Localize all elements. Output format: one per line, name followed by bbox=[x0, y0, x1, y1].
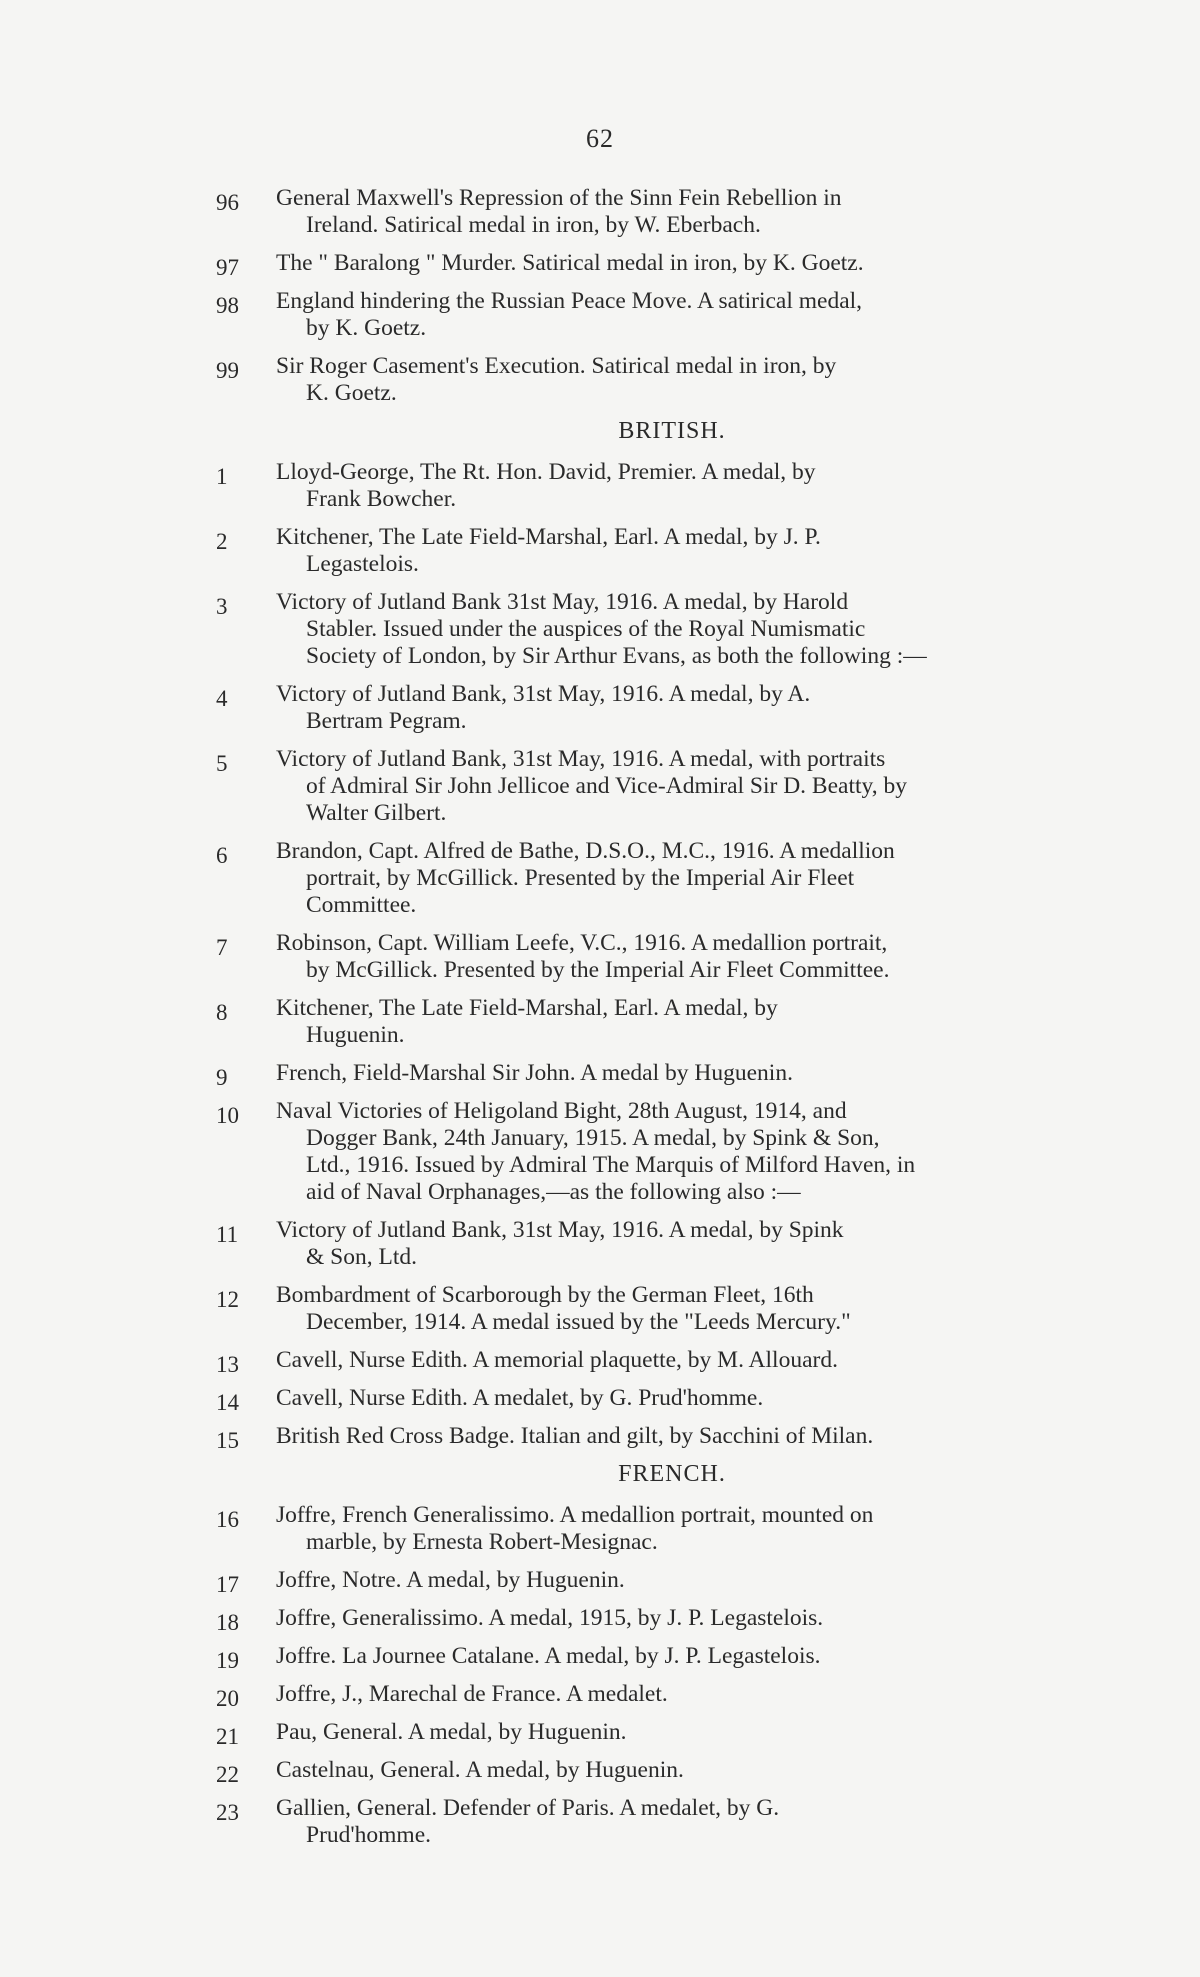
entry-text bbox=[276, 1567, 1128, 1594]
entry-line: Cavell, Nurse Edith. A medalet, by G. Prud'homme. bbox=[276, 1385, 764, 1411]
entry-text bbox=[276, 1757, 1128, 1784]
section-heading: FRENCH. bbox=[618, 1461, 726, 1487]
catalogue-entry bbox=[216, 995, 1128, 1049]
entry-line: Victory of Jutland Bank 31st May, 1916. A medal, by Harold bbox=[276, 589, 849, 615]
entry-number: 16 bbox=[216, 1507, 239, 1532]
catalogue-entry bbox=[216, 1502, 1128, 1556]
entry-line: Joffre, J., Marechal de France. A medalet. bbox=[276, 1681, 668, 1707]
entry-line: Committee. bbox=[306, 892, 417, 918]
entry-number: 18 bbox=[216, 1610, 239, 1635]
entry-number: 23 bbox=[216, 1800, 239, 1825]
entry-number: 7 bbox=[216, 935, 228, 960]
entry-text bbox=[276, 459, 1128, 513]
entry-text bbox=[276, 746, 1128, 827]
entry-line: British Red Cross Badge. Italian and gilt, by Sacchini of Milan. bbox=[276, 1423, 874, 1449]
entry-line: & Son, Ltd. bbox=[306, 1244, 417, 1270]
entry-text bbox=[276, 1681, 1128, 1708]
entry-line: Gallien, General. Defender of Paris. A medalet, by G. bbox=[276, 1795, 780, 1821]
entry-line: by McGillick. Presented by the Imperial Air Fleet Committee. bbox=[306, 957, 890, 983]
entry-line: Prud'homme. bbox=[306, 1822, 431, 1848]
entry-line: Victory of Jutland Bank, 31st May, 1916. A medal, by Spink bbox=[276, 1217, 844, 1243]
entry-text bbox=[276, 353, 1128, 407]
entry-text bbox=[276, 185, 1128, 239]
entry-line: Kitchener, The Late Field-Marshal, Earl. A medal, by J. P. bbox=[276, 524, 821, 550]
entry-line: Joffre, Notre. A medal, by Huguenin. bbox=[276, 1567, 625, 1593]
entry-line: Frank Bowcher. bbox=[306, 486, 457, 512]
catalogue-entry bbox=[216, 1567, 1128, 1597]
entry-line: Society of London, by Sir Arthur Evans, as both the following :— bbox=[306, 643, 927, 669]
entry-line: Sir Roger Casement's Execution. Satirical medal in iron, by bbox=[276, 353, 837, 379]
entry-text bbox=[276, 524, 1128, 578]
catalogue-entry bbox=[216, 1757, 1128, 1787]
entry-text bbox=[276, 250, 1128, 277]
entry-line: Dogger Bank, 24th January, 1915. A medal, by Spink & Son, bbox=[306, 1125, 880, 1151]
entry-text bbox=[276, 1502, 1128, 1556]
entry-number: 17 bbox=[216, 1572, 239, 1597]
catalogue-entry bbox=[216, 459, 1128, 513]
entry-line: portrait, by McGillick. Presented by the Imperial Air Fleet bbox=[306, 865, 855, 891]
entry-text bbox=[276, 1719, 1128, 1746]
section-heading: BRITISH. bbox=[618, 418, 726, 444]
entry-text bbox=[276, 838, 1128, 919]
entry-group bbox=[216, 418, 1128, 1453]
catalogue-entry bbox=[216, 1681, 1128, 1711]
entry-group bbox=[216, 185, 1128, 407]
entry-line: Victory of Jutland Bank, 31st May, 1916. A medal, by A. bbox=[276, 681, 811, 707]
entry-text bbox=[276, 681, 1128, 735]
page-number: 62 bbox=[586, 124, 614, 153]
entry-text bbox=[276, 589, 1128, 670]
entry-text bbox=[276, 1795, 1128, 1849]
entry-line: Pau, General. A medal, by Huguenin. bbox=[276, 1719, 627, 1745]
entry-text bbox=[276, 1385, 1128, 1412]
catalogue-entry bbox=[216, 1282, 1128, 1336]
entry-line: Joffre, French Generalissimo. A medallion portrait, mounted on bbox=[276, 1502, 874, 1528]
catalogue-entry bbox=[216, 250, 1128, 280]
entry-line: December, 1914. A medal issued by the "Leeds Mercury." bbox=[306, 1309, 851, 1335]
entry-number: 19 bbox=[216, 1648, 239, 1673]
entry-text bbox=[276, 1282, 1128, 1336]
entry-text bbox=[276, 1060, 1128, 1087]
catalogue-entry bbox=[216, 930, 1128, 984]
entry-line: Ireland. Satirical medal in iron, by W. Eberbach. bbox=[306, 212, 761, 238]
entry-text bbox=[276, 1217, 1128, 1271]
catalogue-entry bbox=[216, 524, 1128, 578]
entry-line: Victory of Jutland Bank, 31st May, 1916. A medal, with portraits bbox=[276, 746, 886, 772]
catalogue-entry bbox=[216, 838, 1128, 919]
catalogue-entry bbox=[216, 1423, 1128, 1453]
entry-line: by K. Goetz. bbox=[306, 315, 427, 341]
entry-line: The " Baralong " Murder. Satirical medal in iron, by K. Goetz. bbox=[276, 250, 864, 276]
catalogue-entry bbox=[216, 589, 1128, 670]
catalogue-entry bbox=[216, 746, 1128, 827]
catalogue-entry bbox=[216, 1217, 1128, 1271]
entry-line: Bertram Pegram. bbox=[306, 708, 467, 734]
entry-line: Stabler. Issued under the auspices of the Royal Numismatic bbox=[306, 616, 866, 642]
catalogue-entry bbox=[216, 1060, 1128, 1090]
entry-number: 1 bbox=[216, 464, 228, 489]
catalogue-entry bbox=[216, 288, 1128, 342]
catalogue-entry bbox=[216, 1098, 1128, 1206]
entry-line: French, Field-Marshal Sir John. A medal by Huguenin. bbox=[276, 1060, 793, 1086]
entry-line: of Admiral Sir John Jellicoe and Vice-Admiral Sir D. Beatty, by bbox=[306, 773, 907, 799]
entry-group bbox=[216, 1461, 1128, 1849]
entry-number: 10 bbox=[216, 1103, 239, 1128]
entry-number: 13 bbox=[216, 1352, 239, 1377]
entry-line: Naval Victories of Heligoland Bight, 28th August, 1914, and bbox=[276, 1098, 847, 1124]
catalogue-list bbox=[216, 185, 1128, 1860]
entry-line: Joffre. La Journee Catalane. A medal, by J. P. Legastelois. bbox=[276, 1643, 821, 1669]
entry-line: General Maxwell's Repression of the Sinn Fein Rebellion in bbox=[276, 185, 842, 211]
entry-line: Huguenin. bbox=[306, 1022, 405, 1048]
entry-number: 14 bbox=[216, 1390, 239, 1415]
catalogue-entry bbox=[216, 681, 1128, 735]
entry-text bbox=[276, 1098, 1128, 1206]
entry-number: 3 bbox=[216, 594, 228, 619]
entry-line: Castelnau, General. A medal, by Huguenin. bbox=[276, 1757, 684, 1783]
entry-text bbox=[276, 1423, 1128, 1450]
entry-line: Legastelois. bbox=[306, 551, 419, 577]
catalogue-entry bbox=[216, 1795, 1128, 1849]
entry-line: Joffre, Generalissimo. A medal, 1915, by J. P. Legastelois. bbox=[276, 1605, 824, 1631]
entry-text bbox=[276, 1643, 1128, 1670]
entry-line: England hindering the Russian Peace Move. A satirical medal, bbox=[276, 288, 863, 314]
entry-line: aid of Naval Orphanages,—as the following also :— bbox=[306, 1179, 801, 1205]
entry-line: Lloyd-George, The Rt. Hon. David, Premier. A medal, by bbox=[276, 459, 816, 485]
entry-number: 98 bbox=[216, 293, 239, 318]
entry-line: Robinson, Capt. William Leefe, V.C., 1916. A medallion portrait, bbox=[276, 930, 888, 956]
entry-text bbox=[276, 288, 1128, 342]
catalogue-entry bbox=[216, 1605, 1128, 1635]
entry-number: 6 bbox=[216, 843, 228, 868]
entry-line: marble, by Ernesta Robert-Mesignac. bbox=[306, 1529, 658, 1555]
catalogue-entry bbox=[216, 1643, 1128, 1673]
entry-number: 5 bbox=[216, 751, 228, 776]
entry-number: 97 bbox=[216, 255, 239, 280]
entry-number: 2 bbox=[216, 529, 228, 554]
entry-number: 12 bbox=[216, 1287, 239, 1312]
entry-text bbox=[276, 1605, 1128, 1632]
entry-line: Bombardment of Scarborough by the German Fleet, 16th bbox=[276, 1282, 814, 1308]
catalogue-entry bbox=[216, 1719, 1128, 1749]
catalogue-entry bbox=[216, 353, 1128, 407]
entry-number: 99 bbox=[216, 358, 239, 383]
entry-text bbox=[276, 995, 1128, 1049]
entry-number: 96 bbox=[216, 190, 239, 215]
entry-text bbox=[276, 1347, 1128, 1374]
entry-line: Kitchener, The Late Field-Marshal, Earl. A medal, by bbox=[276, 995, 778, 1021]
entry-line: K. Goetz. bbox=[306, 380, 397, 406]
entry-number: 21 bbox=[216, 1724, 239, 1749]
catalogue-entry bbox=[216, 1347, 1128, 1377]
entry-number: 9 bbox=[216, 1065, 228, 1090]
entry-number: 22 bbox=[216, 1762, 239, 1787]
catalogue-entry bbox=[216, 185, 1128, 239]
entry-number: 15 bbox=[216, 1428, 239, 1453]
entry-number: 11 bbox=[216, 1222, 239, 1247]
entry-line: Brandon, Capt. Alfred de Bathe, D.S.O., M.C., 1916. A medallion bbox=[276, 838, 895, 864]
entry-line: Ltd., 1916. Issued by Admiral The Marquis of Milford Haven, in bbox=[306, 1152, 916, 1178]
entry-number: 4 bbox=[216, 686, 228, 711]
entry-text bbox=[276, 930, 1128, 984]
entry-line: Walter Gilbert. bbox=[306, 800, 447, 826]
entry-line: Cavell, Nurse Edith. A memorial plaquette, by M. Allouard. bbox=[276, 1347, 838, 1373]
catalogue-entry bbox=[216, 1385, 1128, 1415]
entry-number: 20 bbox=[216, 1686, 239, 1711]
entry-number: 8 bbox=[216, 1000, 228, 1025]
